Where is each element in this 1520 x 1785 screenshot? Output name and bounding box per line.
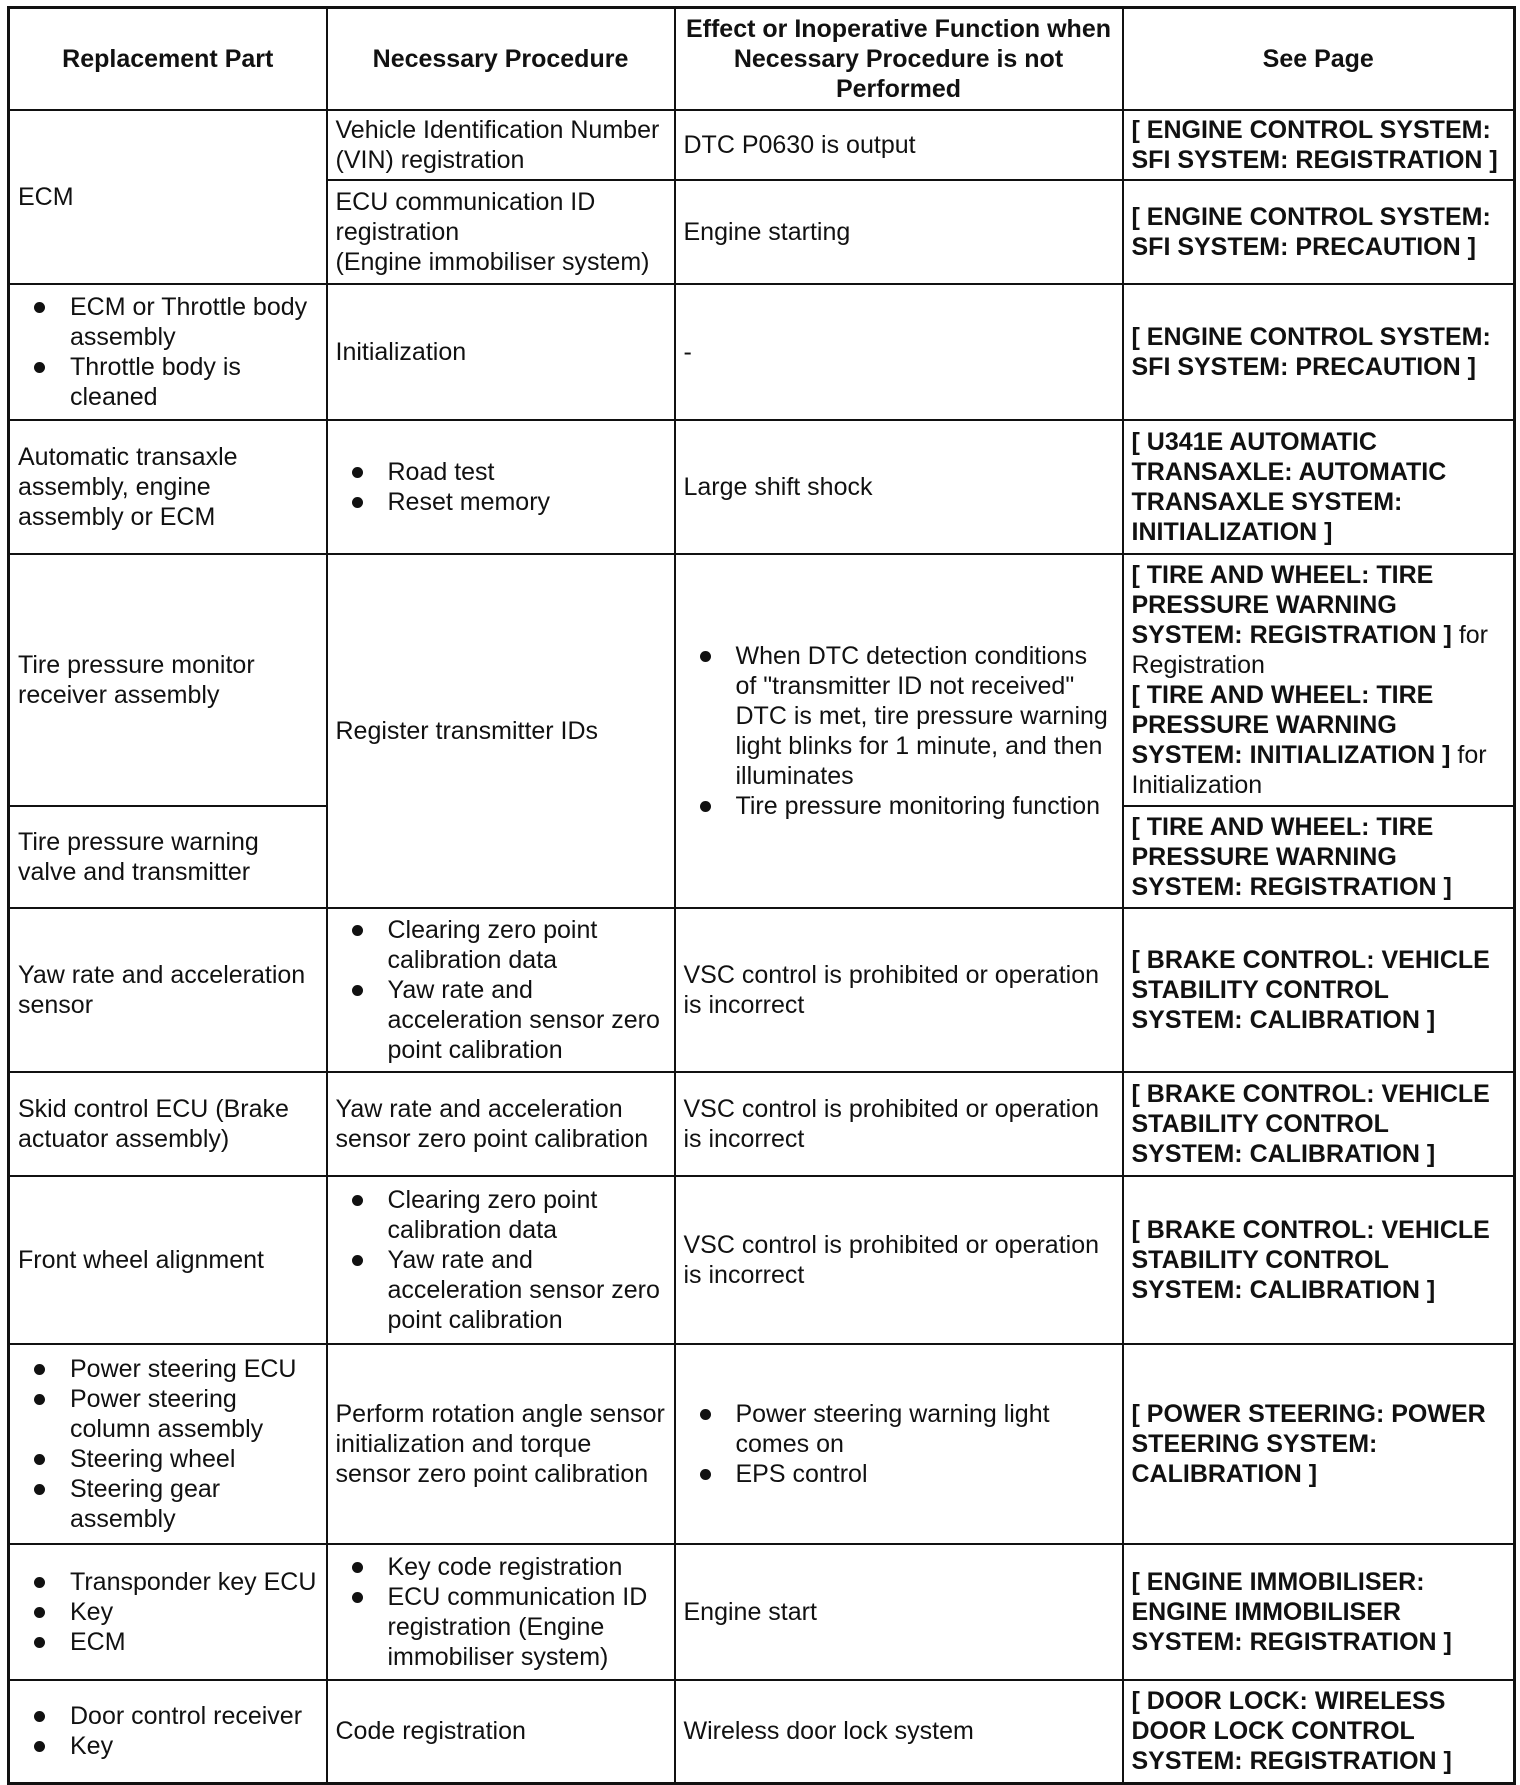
part-cell: Skid control ECU (Brake actuator assembly) — [9, 1072, 327, 1176]
header-replacement-part: Replacement Part — [9, 8, 327, 110]
list-item: Power steering warning light comes on — [684, 1399, 1114, 1459]
part-list — [18, 1567, 318, 1657]
table-row-door-lock — [9, 1680, 1515, 1784]
procedure-list — [336, 1185, 666, 1335]
part-cell: Tire pressure warning valve and transmitter — [9, 806, 327, 908]
list-item: Throttle body is cleaned — [18, 352, 318, 412]
header-effect: Effect or Inoperative Function when Necessary Procedure is not Performed — [675, 8, 1123, 110]
header-see-page: See Page — [1123, 8, 1515, 110]
table-row-power-steering — [9, 1344, 1515, 1544]
effect-cell: Engine start — [675, 1544, 1123, 1680]
reference-title: [ TIRE AND WHEEL: TIRE PRESSURE WARNING SYSTEM: REGISTRATION ] — [1131, 560, 1452, 649]
reference-suffix: for Initialization — [1131, 740, 1487, 799]
see-page-reference: [ ENGINE CONTROL SYSTEM: SFI SYSTEM: PRECAUTION ] — [1123, 284, 1515, 420]
see-page-reference: [ DOOR LOCK: WIRELESS DOOR LOCK CONTROL SYSTEM: REGISTRATION ] — [1123, 1680, 1515, 1784]
part-cell — [9, 1680, 327, 1784]
list-item: Key code registration — [336, 1552, 666, 1582]
list-item: EPS control — [684, 1459, 1114, 1489]
procedure-cell — [327, 1176, 675, 1344]
table-row-immobiliser — [9, 1544, 1515, 1680]
see-reference-registration — [1132, 560, 1506, 680]
effect-cell: VSC control is prohibited or operation is incorrect — [675, 1072, 1123, 1176]
part-cell: Automatic transaxle assembly, engine assembly or ECM — [9, 420, 327, 554]
see-page-reference: [ U341E AUTOMATIC TRANSAXLE: AUTOMATIC TRANSAXLE SYSTEM: INITIALIZATION ] — [1123, 420, 1515, 554]
list-item: Transponder key ECU — [18, 1567, 318, 1597]
effect-cell: VSC control is prohibited or operation is incorrect — [675, 908, 1123, 1072]
part-cell — [9, 284, 327, 420]
header-row — [9, 8, 1515, 110]
procedure-line: (Engine immobiliser system) — [335, 247, 650, 276]
effect-cell: Engine starting — [675, 180, 1123, 284]
see-page-reference: [ ENGINE CONTROL SYSTEM: SFI SYSTEM: REGISTRATION ] — [1123, 110, 1515, 180]
procedure-list — [336, 915, 666, 1065]
reference-title: [ TIRE AND WHEEL: TIRE PRESSURE WARNING SYSTEM: INITIALIZATION ] — [1131, 680, 1451, 769]
see-page-reference: [ BRAKE CONTROL: VEHICLE STABILITY CONTROL SYSTEM: CALIBRATION ] — [1123, 908, 1515, 1072]
table-row-skid-ecu — [9, 1072, 1515, 1176]
list-item: Steering gear assembly — [18, 1474, 318, 1534]
list-item: ECU communication ID registration (Engine immobiliser system) — [336, 1582, 666, 1672]
effect-list — [684, 641, 1114, 821]
list-item: Steering wheel — [18, 1444, 318, 1474]
table-row-throttle — [9, 284, 1515, 420]
procedure-list — [336, 1552, 666, 1672]
procedure-cell: Code registration — [327, 1680, 675, 1784]
effect-cell — [675, 1344, 1123, 1544]
procedure-line: ECU communication ID — [335, 187, 596, 216]
list-item: ECM or Throttle body assembly — [18, 292, 318, 352]
effect-cell: Wireless door lock system — [675, 1680, 1123, 1784]
part-cell: Front wheel alignment — [9, 1176, 327, 1344]
effect-cell — [675, 554, 1123, 908]
list-item: Power steering ECU — [18, 1354, 318, 1384]
see-page-reference: [ BRAKE CONTROL: VEHICLE STABILITY CONTROL SYSTEM: CALIBRATION ] — [1123, 1072, 1515, 1176]
procedure-cell: Register transmitter IDs — [327, 554, 675, 908]
procedure-cell — [327, 908, 675, 1072]
list-item: Yaw rate and acceleration sensor zero point calibration — [336, 975, 666, 1065]
effect-cell: - — [675, 284, 1123, 420]
part-cell — [9, 1344, 327, 1544]
part-cell: Tire pressure monitor receiver assembly — [9, 554, 327, 806]
part-cell-ecm: ECM — [9, 110, 327, 284]
procedure-cell: Initialization — [327, 284, 675, 420]
list-item: Key — [18, 1597, 318, 1627]
table-row-transaxle — [9, 420, 1515, 554]
see-page-reference — [1123, 554, 1515, 806]
part-list — [18, 1701, 318, 1761]
header-necessary-procedure: Necessary Procedure — [327, 8, 675, 110]
list-item: Clearing zero point calibration data — [336, 915, 666, 975]
effect-cell: VSC control is prohibited or operation is incorrect — [675, 1176, 1123, 1344]
part-cell: Yaw rate and acceleration sensor — [9, 908, 327, 1072]
effect-cell: Large shift shock — [675, 420, 1123, 554]
table-row-tire-receiver — [9, 554, 1515, 806]
procedure-cell: Vehicle Identification Number (VIN) registration — [327, 110, 675, 180]
effect-cell: DTC P0630 is output — [675, 110, 1123, 180]
table-row-wheel-alignment — [9, 1176, 1515, 1344]
procedure-cell: Yaw rate and acceleration sensor zero point calibration — [327, 1072, 675, 1176]
table-row-ecm-vin — [9, 110, 1515, 180]
see-reference-initialization — [1132, 680, 1506, 800]
reference-suffix: for Registration — [1131, 620, 1489, 679]
see-page-reference: [ TIRE AND WHEEL: TIRE PRESSURE WARNING SYSTEM: REGISTRATION ] — [1123, 806, 1515, 908]
part-list — [18, 292, 318, 412]
procedure-cell: Perform rotation angle sensor initialization and torque sensor zero point calibration — [327, 1344, 675, 1544]
procedure-cell — [327, 420, 675, 554]
procedure-line: registration — [335, 217, 460, 246]
table-row-yaw-sensor — [9, 908, 1515, 1072]
part-list — [18, 1354, 318, 1534]
list-item: Clearing zero point calibration data — [336, 1185, 666, 1245]
procedure-cell — [327, 1544, 675, 1680]
effect-list — [684, 1399, 1114, 1489]
replacement-procedure-table — [7, 6, 1516, 1785]
procedure-cell — [327, 180, 675, 284]
list-item: Power steering column assembly — [18, 1384, 318, 1444]
see-page-reference: [ ENGINE IMMOBILISER: ENGINE IMMOBILISER SYSTEM: REGISTRATION ] — [1123, 1544, 1515, 1680]
list-item: Yaw rate and acceleration sensor zero point calibration — [336, 1245, 666, 1335]
list-item: Key — [18, 1731, 318, 1761]
see-page-reference: [ BRAKE CONTROL: VEHICLE STABILITY CONTROL SYSTEM: CALIBRATION ] — [1123, 1176, 1515, 1344]
list-item: Door control receiver — [18, 1701, 318, 1731]
list-item: Road test — [336, 457, 666, 487]
list-item: Reset memory — [336, 487, 666, 517]
see-page-reference: [ POWER STEERING: POWER STEERING SYSTEM: CALIBRATION ] — [1123, 1344, 1515, 1544]
list-item: Tire pressure monitoring function — [684, 791, 1114, 821]
list-item: ECM — [18, 1627, 318, 1657]
procedure-list — [336, 457, 666, 517]
part-cell — [9, 1544, 327, 1680]
see-page-reference: [ ENGINE CONTROL SYSTEM: SFI SYSTEM: PRECAUTION ] — [1123, 180, 1515, 284]
list-item: When DTC detection conditions of "transmitter ID not received" DTC is met, tire pressure warning light blinks for 1 minute, and then illuminates — [684, 641, 1114, 791]
